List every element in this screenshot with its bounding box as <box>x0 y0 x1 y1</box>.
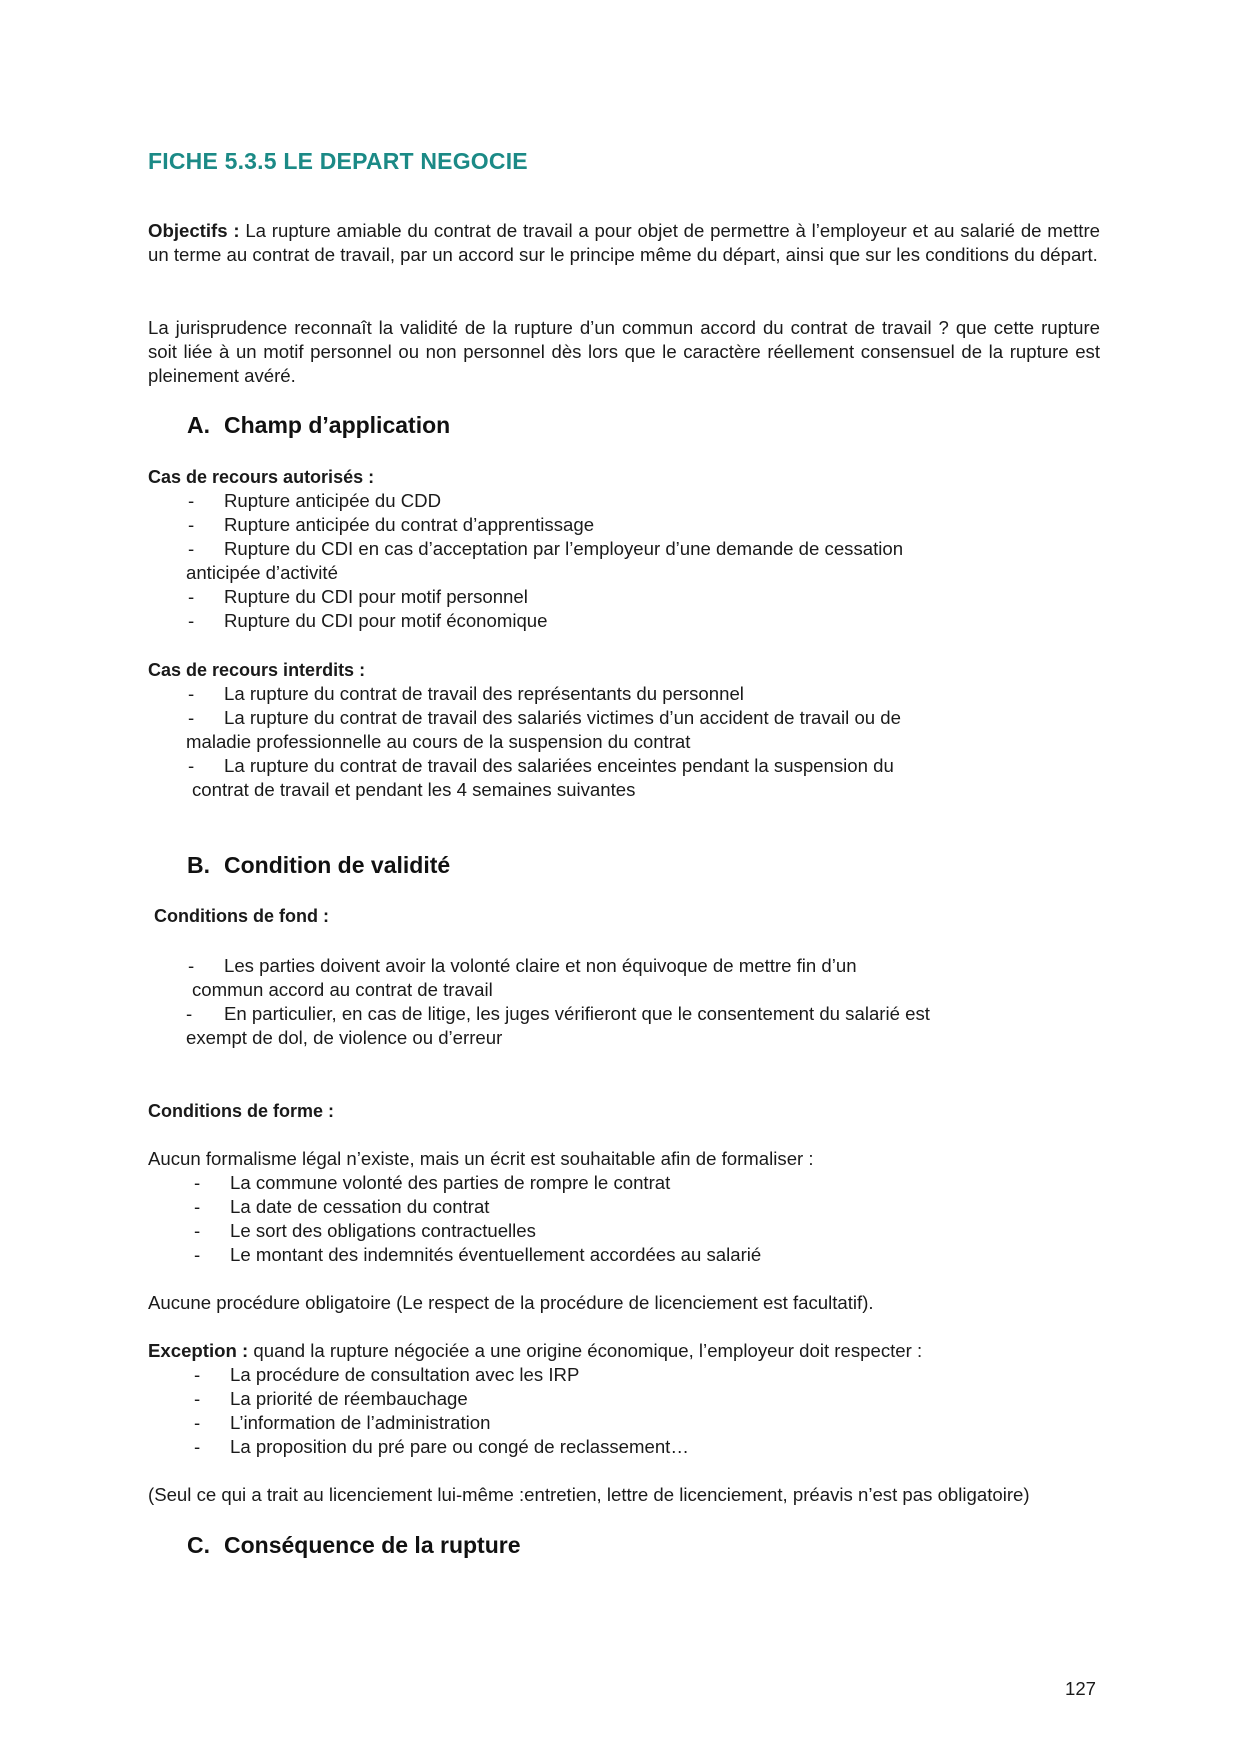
list-item-text: La procédure de consultation avec les IRP <box>230 1364 580 1385</box>
list-item-text: La rupture du contrat de travail des représentants du personnel <box>224 683 744 704</box>
list-item-text: La priorité de réembauchage <box>230 1388 468 1409</box>
list-item-continuation <box>148 561 1108 585</box>
section-b-title: Condition de validité <box>224 852 451 878</box>
list-item-text: Les parties doivent avoir la volonté claire et non équivoque de mettre fin d’un <box>224 955 857 976</box>
list-item-continuation <box>148 730 1108 754</box>
procedure-note: Aucune procédure obligatoire (Le respect de la procédure de licenciement est facultatif). <box>148 1292 874 1313</box>
list-item-text: exempt de dol, de violence ou d’erreur <box>186 1027 503 1048</box>
list-dash: - <box>188 514 195 535</box>
jurisprudence-paragraph: La jurisprudence reconnaît la validité de la rupture d’un commun accord du contrat de travail ? que cette rupture soit liée à un motif personnel ou non personnel dès lors que le caractère réellement consensuel de la rupture est pleinement avéré. <box>148 317 1100 386</box>
list-item <box>148 954 1108 978</box>
list-dash: - <box>194 1244 201 1265</box>
exception-text: quand la rupture négociée a une origine économique, l’employeur doit respecter : <box>248 1340 923 1361</box>
section-c-letter: C. <box>187 1532 210 1558</box>
list-dash: - <box>188 586 195 607</box>
section-b-heading <box>187 852 450 879</box>
interdits-list <box>148 682 1108 802</box>
list-item-text: La date de cessation du contrat <box>230 1196 490 1217</box>
list-dash: - <box>188 538 195 559</box>
objectifs-paragraph <box>148 219 1100 267</box>
page-title: FICHE 5.3.5 LE DEPART NEGOCIE <box>148 148 528 174</box>
forme-heading: Conditions de forme : <box>148 1101 334 1121</box>
fond-heading: Conditions de fond : <box>154 906 329 926</box>
forme-list <box>148 1171 1108 1267</box>
list-item <box>148 706 1108 730</box>
list-dash: - <box>188 490 195 511</box>
list-item <box>148 1435 1108 1459</box>
interdits-heading: Cas de recours interdits : <box>148 660 366 680</box>
section-a-title: Champ d’application <box>224 412 451 438</box>
section-c-heading <box>187 1532 521 1559</box>
list-item-text: La rupture du contrat de travail des salariés victimes d’un accident de travail ou de <box>224 707 901 728</box>
list-item <box>148 1387 1108 1411</box>
page-number: 127 <box>1065 1678 1097 1699</box>
list-item-text: Rupture du CDI pour motif personnel <box>224 586 528 607</box>
list-dash: - <box>188 707 195 728</box>
list-item-text: Le montant des indemnités éventuellement accordées au salarié <box>230 1244 762 1265</box>
list-item-text: Rupture anticipée du contrat d’apprentissage <box>224 514 595 535</box>
fond-list <box>148 954 1108 1050</box>
exception-line <box>148 1339 922 1363</box>
list-item-text: En particulier, en cas de litige, les juges vérifieront que le consentement du salarié est <box>224 1003 930 1024</box>
list-item-text: anticipée d’activité <box>186 562 338 583</box>
list-item <box>148 609 1108 633</box>
objectifs-text: La rupture amiable du contrat de travail a pour objet de permettre à l’employeur et au salarié de mettre un terme au contrat de travail, par un accord sur le principe même du départ, ainsi que sur les conditions du départ. <box>148 220 1100 265</box>
list-item-text: maladie professionnelle au cours de la suspension du contrat <box>186 731 691 752</box>
list-dash: - <box>194 1436 201 1457</box>
list-dash: - <box>194 1220 201 1241</box>
list-dash: - <box>188 755 195 776</box>
list-item <box>148 1002 1108 1026</box>
list-item-continuation <box>148 778 1108 802</box>
list-item-text: La rupture du contrat de travail des salariées enceintes pendant la suspension du <box>224 755 894 776</box>
list-item-text: La proposition du pré pare ou congé de reclassement… <box>230 1436 689 1457</box>
list-item-text: La commune volonté des parties de rompre le contrat <box>230 1172 671 1193</box>
list-item-text: Le sort des obligations contractuelles <box>230 1220 536 1241</box>
list-item <box>148 1219 1108 1243</box>
list-item-text: contrat de travail et pendant les 4 semaines suivantes <box>192 779 636 800</box>
forme-intro: Aucun formalisme légal n’existe, mais un écrit est souhaitable afin de formaliser : <box>148 1148 814 1169</box>
list-item <box>148 1243 1108 1267</box>
list-item <box>148 754 1108 778</box>
exception-label: Exception : <box>148 1340 249 1361</box>
list-item-text: Rupture anticipée du CDD <box>224 490 442 511</box>
list-item <box>148 1411 1108 1435</box>
section-a-heading <box>187 412 450 439</box>
list-dash: - <box>188 610 195 631</box>
list-item-continuation <box>148 1026 1108 1050</box>
list-dash: - <box>194 1196 201 1217</box>
list-item <box>148 1363 1108 1387</box>
list-dash: - <box>188 683 195 704</box>
list-dash: - <box>194 1388 201 1409</box>
section-c-title: Conséquence de la rupture <box>224 1532 521 1558</box>
list-item <box>148 1195 1108 1219</box>
list-item-text: commun accord au contrat de travail <box>192 979 493 1000</box>
list-item <box>148 537 1108 561</box>
autorises-list <box>148 489 1108 633</box>
list-dash: - <box>194 1364 201 1385</box>
exception-list <box>148 1363 1108 1459</box>
objectifs-label: Objectifs : <box>148 220 240 241</box>
list-dash: - <box>194 1172 201 1193</box>
list-item-text: Rupture du CDI en cas d’acceptation par l’employeur d’une demande de cessation <box>224 538 904 559</box>
section-b-letter: B. <box>187 852 210 878</box>
list-item <box>148 682 1108 706</box>
list-item <box>148 513 1108 537</box>
autorises-heading: Cas de recours autorisés : <box>148 467 375 487</box>
list-item-text: Rupture du CDI pour motif économique <box>224 610 548 631</box>
list-dash: - <box>188 955 195 976</box>
list-dash: - <box>194 1412 201 1433</box>
list-item-text: L’information de l’administration <box>230 1412 491 1433</box>
list-item <box>148 585 1108 609</box>
list-dash: - <box>186 1003 193 1024</box>
list-item <box>148 1171 1108 1195</box>
section-a-letter: A. <box>187 412 210 438</box>
list-item <box>148 489 1108 513</box>
list-item-continuation <box>148 978 1108 1002</box>
licenciement-note: (Seul ce qui a trait au licenciement lui-même :entretien, lettre de licenciement, préavis n’est pas obligatoire) <box>148 1484 1030 1505</box>
